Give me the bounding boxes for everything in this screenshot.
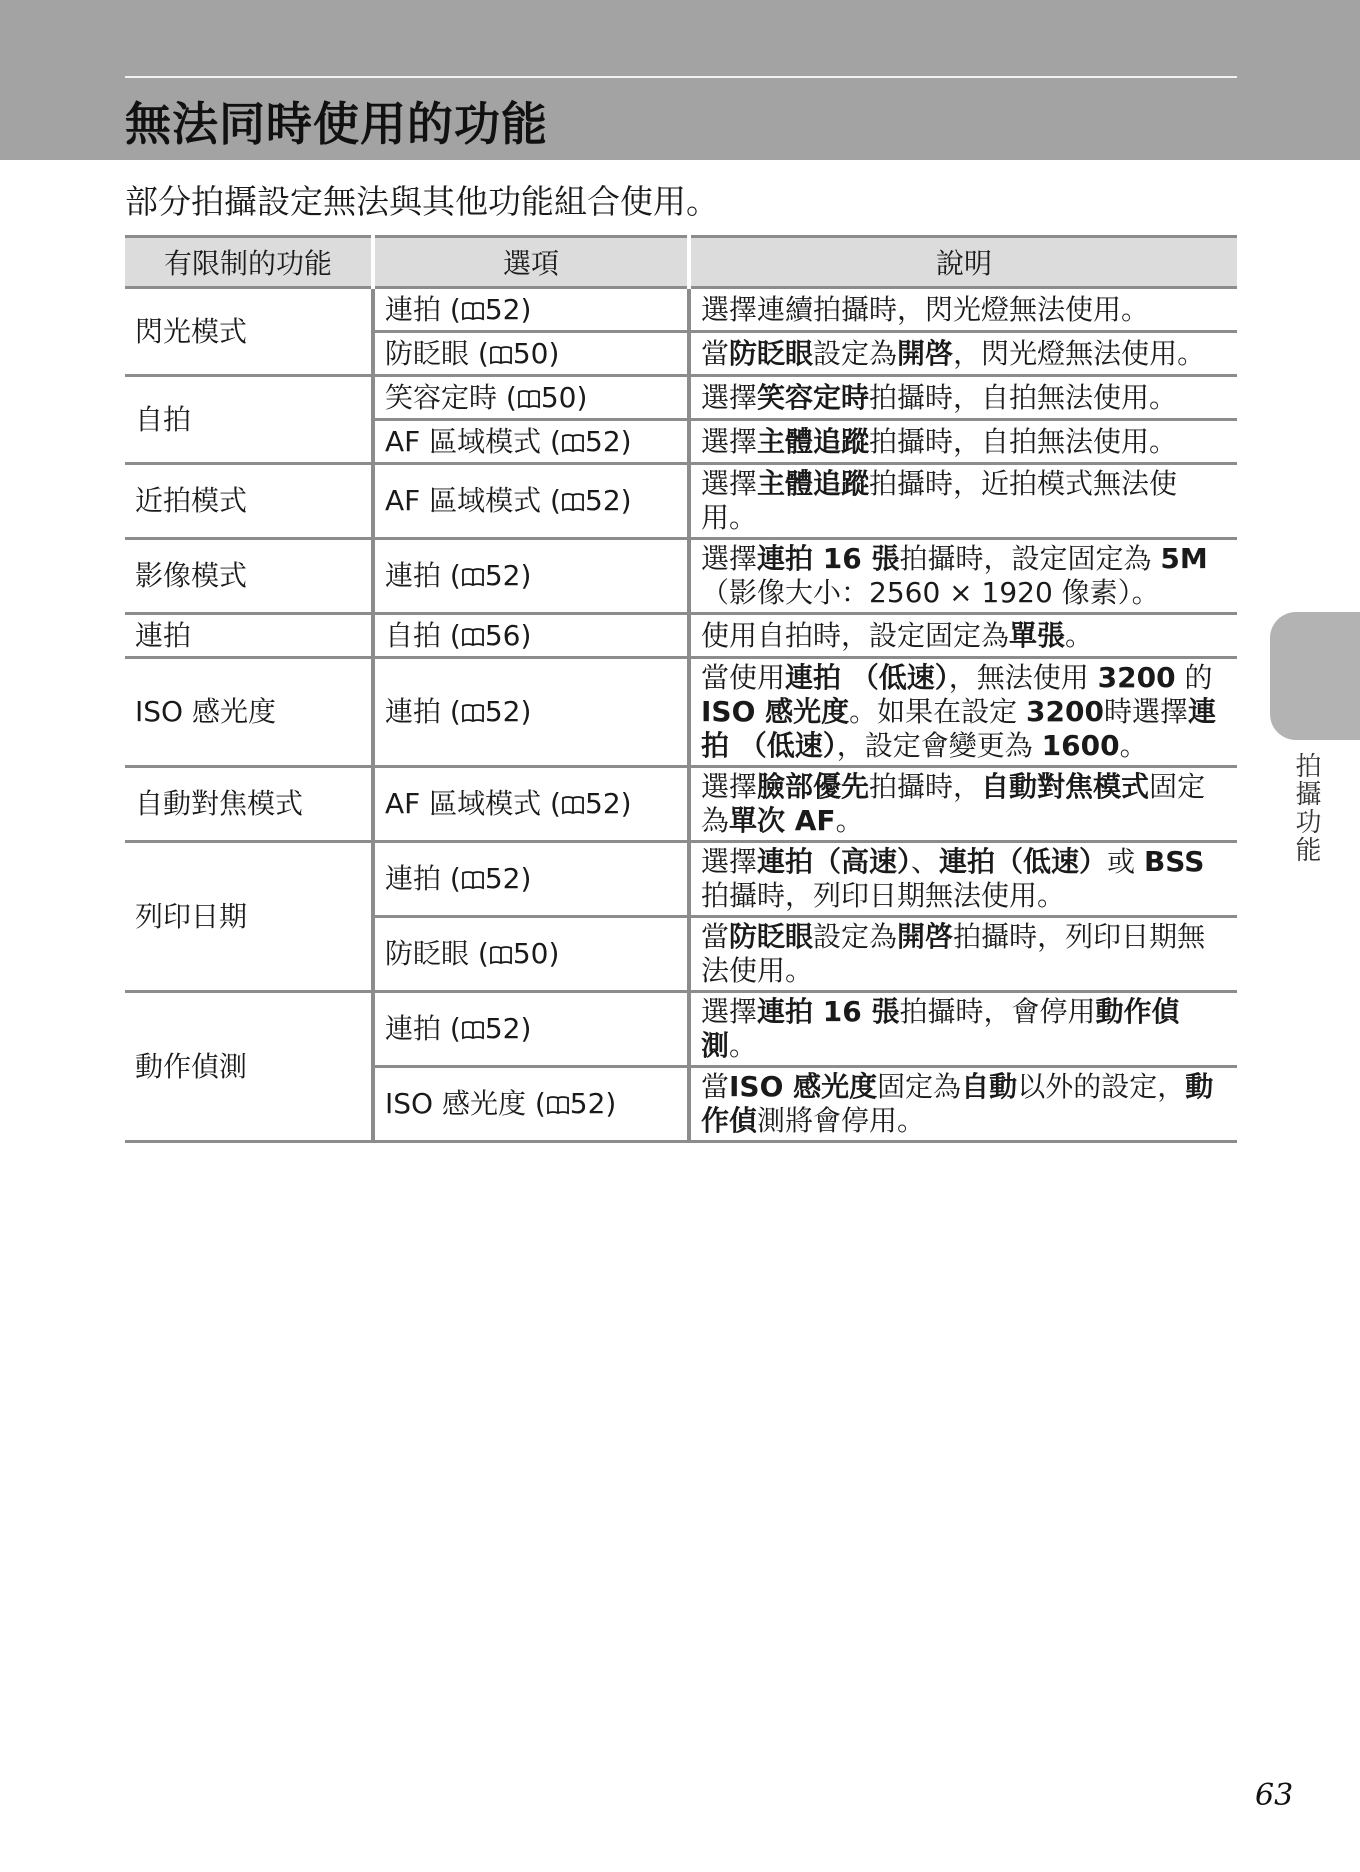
book-icon (517, 381, 541, 415)
option-label: 防眨眼 ( (385, 336, 489, 370)
feature-cell: 動作偵測 (125, 992, 373, 1142)
description-text: 選擇 (701, 845, 758, 878)
page-reference: 56) (484, 618, 532, 652)
book-icon (546, 1087, 570, 1121)
description-emphasis: 連拍（低速） (939, 845, 1108, 878)
option-cell (373, 992, 689, 1067)
option-cell (373, 1067, 689, 1142)
option-label: 自拍 ( (385, 618, 461, 652)
option-label: 連拍 ( (385, 292, 461, 326)
description-emphasis: 主體追蹤 (757, 467, 870, 500)
column-header-feature: 有限制的功能 (125, 237, 373, 288)
description-cell (689, 614, 1237, 658)
book-icon (461, 862, 485, 896)
description-cell (689, 376, 1237, 420)
description-emphasis: 3200 (1097, 661, 1176, 694)
book-icon (461, 619, 485, 653)
description-text: 使用自拍時，設定固定為 (701, 618, 1010, 652)
description-text: 拍攝時，會停用 (899, 995, 1096, 1028)
page-reference: 52) (585, 787, 632, 820)
option-cell (373, 420, 689, 464)
description-emphasis: 連拍 16 張 (757, 995, 900, 1028)
column-header-option: 選項 (373, 237, 689, 288)
description-cell (689, 420, 1237, 464)
page-title: 無法同時使用的功能 (125, 97, 548, 151)
description-text: 當使用 (701, 661, 786, 694)
description-cell (689, 332, 1237, 376)
option-label: AF 區域模式 ( (385, 484, 561, 517)
description-cell (689, 767, 1237, 842)
description-cell (689, 539, 1237, 614)
description-emphasis: 連拍 （低速） (701, 695, 1217, 762)
description-text: 選擇 (701, 424, 758, 458)
book-icon (489, 337, 513, 371)
description-cell (689, 842, 1237, 917)
page-reference: 52) (569, 1087, 617, 1120)
description-text: ，設定會變更為 (836, 729, 1042, 762)
option-cell (373, 332, 689, 376)
intro-text: 部分拍攝設定無法與其他功能組合使用。 (125, 182, 719, 221)
book-icon (461, 559, 485, 593)
page-reference: 52) (484, 862, 532, 895)
description-text: 設定為 (813, 336, 898, 370)
option-cell (373, 658, 689, 767)
description-text: 選擇連續拍攝時，閃光燈無法使用。 (701, 292, 1150, 326)
description-emphasis: 連拍 16 張 (757, 542, 900, 575)
description-text: （影像大小：2560 × 1920 像素）。 (701, 576, 1160, 609)
page-reference: 52) (484, 695, 532, 728)
description-text: 拍攝時，設定固定為 (899, 542, 1161, 575)
page-reference: 52) (484, 559, 532, 592)
description-text: 選擇 (701, 770, 758, 803)
description-text: 選擇 (701, 380, 758, 414)
option-label: 連拍 ( (385, 862, 461, 895)
description-text: 當 (701, 1070, 730, 1103)
description-text: 或 (1107, 845, 1144, 878)
feature-cell: 閃光模式 (125, 288, 373, 376)
description-text: 。 (1065, 618, 1094, 652)
option-cell (373, 767, 689, 842)
description-text: ，無法使用 (948, 661, 1098, 694)
option-cell (373, 464, 689, 539)
description-emphasis: 1600 (1041, 729, 1120, 762)
option-label: AF 區域模式 ( (385, 424, 561, 458)
page-reference: 52) (585, 484, 632, 517)
description-emphasis: BSS (1143, 845, 1205, 878)
page-reference: 52) (585, 424, 632, 458)
description-emphasis: 笑容定時 (757, 380, 870, 414)
page-reference: 50) (540, 380, 588, 414)
feature-cell: 自拍 (125, 376, 373, 464)
description-text: 拍攝時，列印日期無法使用。 (701, 879, 1066, 912)
feature-cell: 影像模式 (125, 539, 373, 614)
option-label: 笑容定時 ( (385, 380, 517, 414)
option-label: 防眨眼 ( (385, 937, 489, 970)
book-icon (461, 1012, 485, 1046)
description-emphasis: ISO 感光度 (701, 695, 850, 728)
description-text: 選擇 (701, 467, 758, 500)
description-emphasis: 主體追蹤 (757, 424, 870, 458)
description-text: 固定為 (877, 1070, 962, 1103)
description-emphasis: 5M (1160, 542, 1208, 575)
description-emphasis: 防眨眼 (729, 920, 814, 953)
description-text: 測將會停用。 (757, 1104, 926, 1137)
header-rule (125, 76, 1237, 78)
description-text: 的 (1175, 661, 1213, 694)
option-label: 連拍 ( (385, 1012, 461, 1045)
table-row (125, 464, 1237, 539)
description-text: 。 (835, 804, 864, 837)
page-reference: 52) (484, 1012, 532, 1045)
description-text: 當 (701, 336, 730, 370)
description-emphasis: 連拍 （低速） (785, 661, 949, 694)
option-cell (373, 917, 689, 992)
description-text: 拍攝時，自拍無法使用。 (869, 424, 1178, 458)
feature-cell: 自動對焦模式 (125, 767, 373, 842)
description-text: 以外的設定， (1017, 1070, 1186, 1103)
column-header-description: 說明 (689, 237, 1237, 288)
option-label: ISO 感光度 ( (385, 1087, 546, 1120)
side-tab (1270, 612, 1360, 740)
table-row (125, 767, 1237, 842)
description-text: 。 (729, 1029, 758, 1062)
description-emphasis: 自動 (961, 1070, 1018, 1103)
description-emphasis: 單張 (1009, 618, 1066, 652)
description-text: 選擇 (701, 995, 758, 1028)
side-tab-label: 拍攝功能 (1291, 752, 1321, 864)
description-text: 固定為 (701, 770, 1206, 837)
description-emphasis: 開啓 (897, 336, 954, 370)
table-row (125, 614, 1237, 658)
description-emphasis: 防眨眼 (729, 336, 814, 370)
table-row (125, 992, 1237, 1067)
table-row (125, 842, 1237, 917)
description-text: 拍攝時，列印日期無法使用。 (701, 920, 1206, 987)
option-label: 連拍 ( (385, 559, 461, 592)
option-cell (373, 614, 689, 658)
feature-cell: 近拍模式 (125, 464, 373, 539)
description-cell (689, 917, 1237, 992)
description-text: ，閃光燈無法使用。 (953, 336, 1206, 370)
description-text: 、 (911, 845, 940, 878)
description-cell (689, 992, 1237, 1067)
table-row (125, 376, 1237, 420)
book-icon (561, 787, 585, 821)
book-icon (561, 484, 585, 518)
book-icon (461, 695, 485, 729)
description-cell (689, 464, 1237, 539)
description-emphasis: 動作偵 (701, 1070, 1214, 1137)
description-cell (689, 658, 1237, 767)
description-text: 當 (701, 920, 730, 953)
description-emphasis: 動作偵測 (701, 995, 1180, 1062)
description-emphasis: ISO 感光度 (729, 1070, 878, 1103)
book-icon (461, 293, 485, 327)
page-reference: 52) (484, 292, 532, 326)
page-number: 63 (1255, 1778, 1294, 1813)
option-cell (373, 376, 689, 420)
page-reference: 50) (512, 937, 560, 970)
option-label: AF 區域模式 ( (385, 787, 561, 820)
description-text: 拍攝時，自拍無法使用。 (869, 380, 1178, 414)
option-cell (373, 288, 689, 332)
table-header-row (125, 237, 1237, 288)
book-icon (489, 937, 513, 971)
description-text: 拍攝時，近拍模式無法使用。 (701, 467, 1178, 534)
table-body (125, 288, 1237, 1142)
feature-cell: ISO 感光度 (125, 658, 373, 767)
option-cell (373, 539, 689, 614)
feature-cell: 連拍 (125, 614, 373, 658)
description-emphasis: 臉部優先 (757, 770, 870, 803)
description-emphasis: 自動對焦模式 (981, 770, 1150, 803)
description-cell (689, 1067, 1237, 1142)
description-text: 時選擇 (1103, 695, 1188, 728)
table-row (125, 658, 1237, 767)
table-row (125, 539, 1237, 614)
description-text: 。 (1119, 729, 1148, 762)
page-reference: 50) (512, 336, 560, 370)
option-label: 連拍 ( (385, 695, 461, 728)
description-cell (689, 288, 1237, 332)
description-emphasis: 開啓 (897, 920, 954, 953)
description-text: 選擇 (701, 542, 758, 575)
table-row (125, 288, 1237, 332)
book-icon (561, 425, 585, 459)
description-text: 拍攝時， (869, 770, 982, 803)
description-text: 。如果在設定 (849, 695, 1027, 728)
feature-cell: 列印日期 (125, 842, 373, 992)
description-emphasis: 連拍（高速） (757, 845, 912, 878)
description-emphasis: 3200 (1026, 695, 1104, 728)
option-cell (373, 842, 689, 917)
description-emphasis: 單次 AF (729, 804, 836, 837)
restriction-table (125, 235, 1237, 1143)
description-text: 設定為 (813, 920, 898, 953)
